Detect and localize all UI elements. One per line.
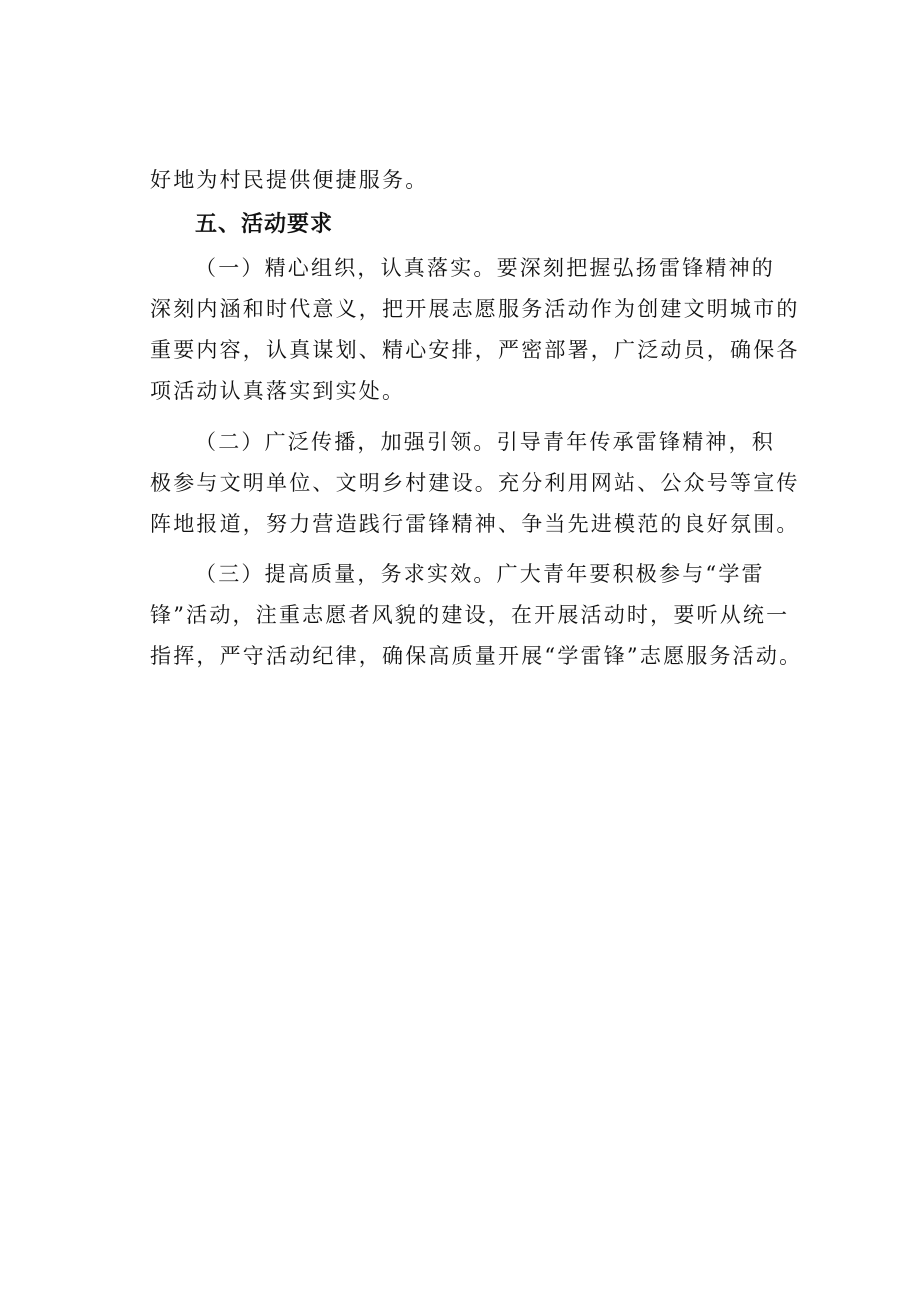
paragraph-3 <box>150 554 803 677</box>
paragraph-line: 重要内容，认真谋划、精心安排，严密部署，广泛动员，确保各 <box>150 338 800 362</box>
paragraph-line: （三）提高质量，务求实效。广大青年要积极参与“学雷 <box>195 562 765 586</box>
paragraph-1 <box>150 248 800 412</box>
section-heading: 五、活动要求 <box>195 212 334 237</box>
paragraph-line: （一）精心组织，认真落实。要深刻把握弘扬雷锋精神的 <box>195 256 775 280</box>
paragraph-2 <box>150 422 800 545</box>
paragraph-line: 好地为村民提供便捷服务。 <box>150 168 429 192</box>
paragraph-line: 锋”活动，注重志愿者风貌的建设，在开展活动时，要听从统一 <box>150 603 790 627</box>
continuation-paragraph <box>150 160 800 201</box>
paragraph-line: 阵地报道，努力营造践行雷锋精神、争当先进模范的良好氛围。 <box>150 512 800 536</box>
paragraph-line: 指挥，严守活动纪律，确保高质量开展“学雷锋”志愿服务活动。 <box>150 644 803 668</box>
paragraph-line: （二）广泛传播，加强引领。引导青年传承雷锋精神，积 <box>195 430 775 454</box>
paragraph-line: 深刻内涵和时代意义，把开展志愿服务活动作为创建文明城市的 <box>150 297 800 321</box>
paragraph-line: 极参与文明单位、文明乡村建设。充分利用网站、公众号等宣传 <box>150 471 800 495</box>
paragraph-line: 项活动认真落实到实处。 <box>150 379 406 403</box>
